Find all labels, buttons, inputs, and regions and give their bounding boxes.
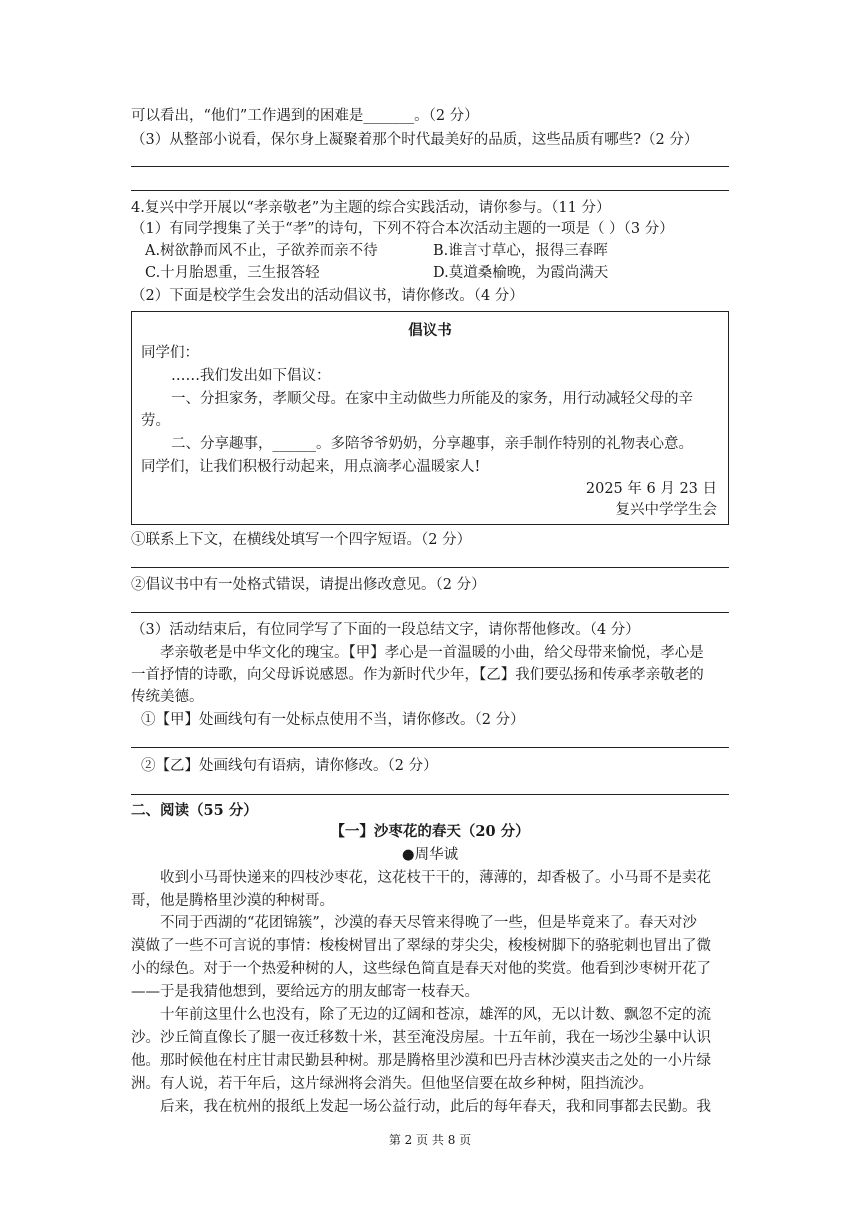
option-d: D.莫道桑榆晚，为霞尚满天: [433, 265, 609, 281]
question-4-sub2: （2）下面是校学生会发出的活动倡议书，请你修改。（4 分）: [131, 288, 524, 304]
answer-line: [131, 612, 729, 613]
proposal-line: 劳。: [141, 413, 170, 429]
proposal-greeting: 同学们：: [141, 345, 199, 361]
answer-line: [131, 166, 729, 167]
article-line: 哥，他是腾格里沙漠的种树哥。: [131, 893, 334, 909]
question-4-sub3-2: ②【乙】处画线句有语病，请你修改。（2 分）: [141, 758, 438, 774]
article-line: 十年前这里什么也没有，除了无边的辽阔和苍凉，雄浑的风，无以计数、飘忽不定的流: [160, 1007, 711, 1023]
proposal-line: 二、分享趣事，______。多陪爷爷奶奶，分享趣事，亲手制作特别的礼物表心意。: [171, 436, 693, 452]
proposal-date: 2025 年 6 月 23 日: [585, 481, 717, 497]
proposal-line: 同学们，让我们积极行动起来，用点滴孝心温暖家人!: [141, 459, 481, 475]
proposal-line: ……我们发出如下倡议：: [171, 368, 331, 384]
answer-line: [131, 567, 729, 568]
question-4-sub2-2: ②倡议书中有一处格式错误，请提出修改意见。（2 分）: [131, 577, 486, 593]
article-title: 【一】沙枣花的春天（20 分）: [330, 823, 530, 840]
answer-line: [131, 190, 729, 191]
summary-line: 一首抒情的诗歌，向父母诉说感恩。作为新时代少年，【乙】我们要弘扬和传承孝亲敬老的: [131, 667, 704, 683]
summary-line: 传统美德。: [131, 689, 204, 705]
page-footer: 第 2 页 共 8 页: [388, 1133, 472, 1147]
article-line: 沙。沙丘简直像长了腿一夜迁移数十米，甚至淹没房屋。十五年前，我在一场沙尘暴中认识: [131, 1030, 711, 1046]
article-line: 漠做了一些不可言说的事情：梭梭树冒出了翠绿的芽尖尖，梭梭树脚下的骆驼刺也冒出了微: [131, 938, 711, 954]
answer-line: [131, 747, 729, 748]
article-line: 他。那时候他在村庄甘肃民勤县种树。那是腾格里沙漠和巴丹吉林沙漠夹击之处的一小片绿: [131, 1053, 711, 1069]
article-line: 小的绿色。对于一个热爱种树的人，这些绿色简直是春天对他的奖赏。他看到沙枣树开花了: [131, 961, 711, 977]
question-3: （3）从整部小说看，保尔身上凝聚着那个时代最美好的品质，这些品质有哪些?（2 分）: [131, 132, 699, 148]
question-4-title: 4.复兴中学开展以“孝亲敬老”为主题的综合实践活动，请你参与。（11 分）: [131, 200, 611, 216]
question-4-sub2-1: ①联系上下文，在横线处填写一个四字短语。（2 分）: [131, 532, 472, 548]
question-2-continuation: 可以看出，“他们”工作遇到的困难是_______。（2 分）: [131, 108, 479, 124]
question-4-sub3: （3）活动结束后，有位同学写了下面的一段总结文字，请你帮他修改。（4 分）: [131, 622, 640, 638]
article-line: ——于是我猜他想到，要给远方的朋友邮寄一枝春天。: [131, 984, 479, 1000]
question-4-sub1: （1）有同学搜集了关于“孝”的诗句，下列不符合本次活动主题的一项是（ ）（3 分）: [131, 221, 674, 237]
proposal-line: 一、分担家务，孝顺父母。在家中主动做些力所能及的家务，用行动减轻父母的辛: [171, 391, 693, 407]
option-c: C.十月胎恩重，三生报答轻: [145, 265, 320, 281]
article-author: ●周华诚: [401, 847, 459, 863]
article-line: 洲。有人说，若干年后，这片绿洲将会消失。但他坚信要在故乡种树，阻挡流沙。: [131, 1076, 653, 1092]
article-line: 不同于西湖的“花团锦簇”，沙漠的春天尽管来得晚了一些，但是毕竟来了。春天对沙: [160, 915, 697, 931]
section-heading: 二、阅读（55 分）: [131, 802, 258, 819]
article-line: 后来，我在杭州的报纸上发起一场公益行动，此后的每年春天，我和同事都去民勤。我: [160, 1099, 711, 1115]
question-4-sub3-1: ①【甲】处画线句有一处标点使用不当，请你修改。（2 分）: [141, 712, 525, 728]
proposal-title: 倡议书: [408, 323, 452, 339]
summary-line: 孝亲敬老是中华文化的瑰宝。【甲】孝心是一首温暖的小曲，给父母带来愉悦，孝心是: [160, 645, 704, 661]
option-a: A.树欲静而风不止，子欲养而亲不待: [145, 243, 378, 259]
option-b: B.谁言寸草心，报得三春晖: [433, 243, 608, 259]
answer-line: [131, 794, 729, 795]
article-line: 收到小马哥快递来的四枝沙枣花，这花枝干干的，薄薄的，却香极了。小马哥不是卖花: [160, 870, 711, 886]
proposal-signer: 复兴中学学生会: [615, 502, 717, 518]
